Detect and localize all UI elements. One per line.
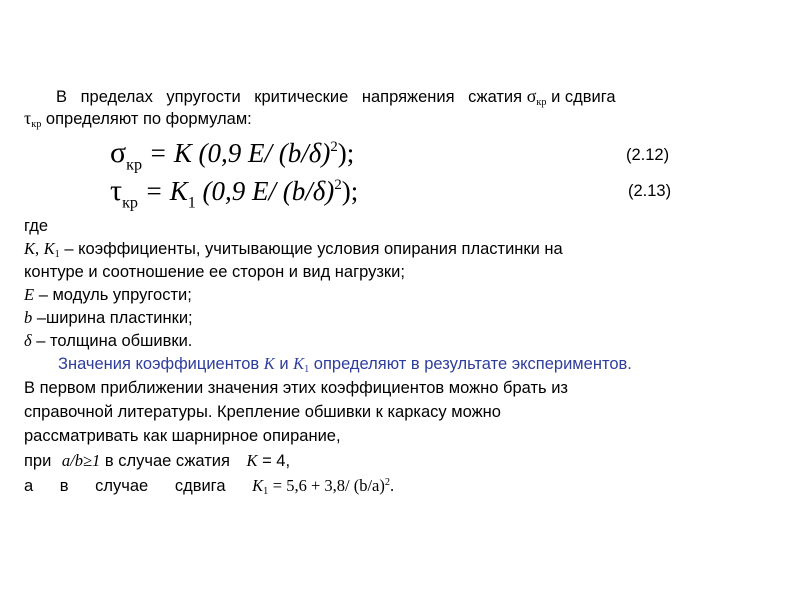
def-b-text: –ширина пластинки; — [36, 309, 193, 327]
cond2-v: в — [59, 477, 69, 495]
def-delta — [24, 331, 192, 351]
highlight-k: К — [263, 354, 275, 373]
cond1-k: К — [246, 451, 258, 470]
def-b-symbol: b — [24, 308, 33, 327]
formula2-exponent: 2 — [334, 176, 342, 193]
cond2-case: случае — [95, 477, 149, 495]
def-delta-symbol: δ — [24, 331, 32, 350]
tau-subscript: кр — [31, 119, 42, 131]
cond1-value: = 4, — [262, 452, 291, 470]
equation-number-2-13: (2.13) — [628, 182, 672, 200]
formula1-exponent: 2 — [330, 138, 338, 155]
formula1-sigma: σ — [110, 136, 127, 169]
cond2-k1: К — [252, 476, 264, 495]
sigma-symbol: σ — [526, 86, 537, 106]
def-k-symbol: К — [24, 239, 35, 258]
intro-line-2 — [24, 108, 252, 129]
formula2-eq: = К — [144, 176, 188, 206]
def-e-symbol: Е — [24, 285, 35, 304]
highlight-line — [58, 354, 632, 374]
formula2-body: (0,9 Е/ (b/δ) — [202, 176, 335, 206]
condition-shear — [24, 476, 394, 496]
para-line-2: справочной литературы. Крепление обшивки к каркасу можно — [24, 403, 501, 421]
cond2-exponent: 2 — [384, 476, 390, 488]
formula2-tail: ); — [341, 176, 359, 206]
sigma-subscript: кр — [536, 97, 547, 109]
tau-symbol: τ — [24, 108, 32, 128]
formula2-subscript: кр — [122, 193, 139, 212]
formula1-subscript: кр — [126, 155, 143, 174]
cond1-text: в случае сжатия — [104, 452, 230, 470]
para-line-3: рассматривать как шарнирное опирание, — [24, 427, 341, 445]
def-e — [24, 285, 192, 305]
cond1-ratio: a/b≥1 — [61, 451, 101, 470]
def-k-text: – коэффициенты, учитывающие условия опирания пластинки на — [64, 240, 563, 258]
cond2-end: . — [389, 476, 395, 495]
where-label: где — [24, 217, 49, 235]
highlight-k1-subscript: 1 — [304, 364, 310, 376]
cond2-a: а — [24, 477, 34, 495]
def-k1-symbol: К — [43, 239, 55, 258]
highlight-and: и — [279, 355, 289, 373]
def-b — [24, 308, 193, 328]
def-e-text: – модуль упругости; — [38, 286, 192, 304]
intro-text-1: В пределах упругости критические напряжения сжатия — [56, 88, 523, 106]
intro-text-2: и сдвига — [551, 88, 616, 106]
highlight-text-2: определяют в результате экспериментов. — [313, 355, 632, 373]
cond2-expression: = 5,6 + 3,8/ (b/a) — [272, 476, 385, 495]
def-delta-text: – толщина обшивки. — [36, 332, 193, 350]
condition-compression — [24, 451, 290, 471]
formula1-body: = К (0,9 Е/ (b/δ) — [148, 138, 331, 168]
cond2-k1-subscript: 1 — [263, 486, 269, 498]
highlight-k1: К — [293, 354, 305, 373]
cond2-shear: сдвига — [174, 477, 226, 495]
formula1-tail: ); — [337, 138, 355, 168]
cond1-pri: при — [24, 452, 52, 470]
formula2-tau: τ — [110, 174, 123, 207]
para-line-1: В первом приближении значения этих коэффициентов можно брать из — [24, 379, 568, 397]
intro-line-1 — [56, 86, 616, 107]
def-k-text-2: контуре и соотношение ее сторон и вид нагрузки; — [24, 263, 405, 281]
formula-2-13 — [110, 174, 359, 212]
intro-text-3: определяют по формулам: — [45, 110, 252, 128]
highlight-text-1: Значения коэффициентов — [58, 355, 260, 373]
formula-2-12 — [110, 136, 355, 174]
def-k1-subscript: 1 — [54, 249, 60, 261]
def-k: К, $К_1$ – коэффициенты, учитывающие условия опирания пластинки на — [24, 239, 563, 261]
formula2-k-subscript: 1 — [187, 193, 196, 212]
equation-number-2-12: (2.12) — [626, 146, 670, 164]
